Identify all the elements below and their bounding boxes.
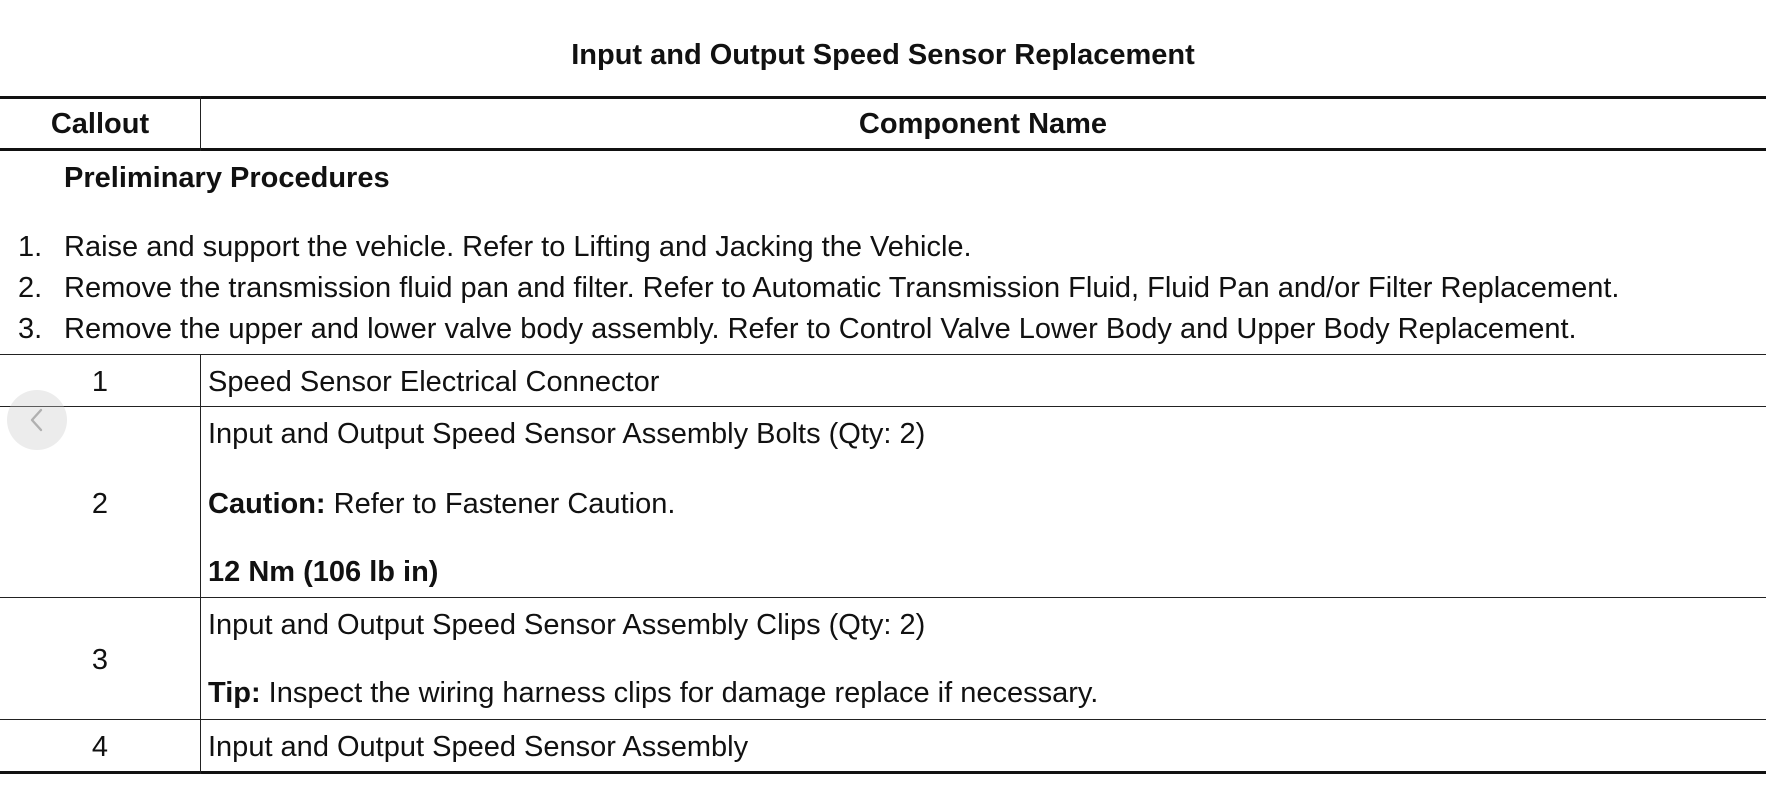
- callout-number: 4: [91, 731, 109, 763]
- callout-number: 1: [91, 366, 109, 398]
- header-bottom-rule: [0, 148, 1766, 151]
- component-name: Input and Output Speed Sensor Assembly: [208, 731, 749, 763]
- row-divider: [0, 719, 1766, 720]
- component-name: Input and Output Speed Sensor Assembly Clips (Qty: 2): [208, 609, 926, 641]
- preliminary-heading: Preliminary Procedures: [64, 162, 390, 194]
- step-number: 3.: [18, 313, 43, 345]
- table-bottom-rule: [0, 771, 1766, 774]
- row-divider: [0, 354, 1766, 355]
- previous-page-button[interactable]: [7, 390, 67, 450]
- caution-text: Refer to Fastener Caution.: [325, 488, 676, 520]
- tip-text: Inspect the wiring harness clips for damage replace if necessary.: [260, 677, 1099, 709]
- caution-label: Caution:: [208, 488, 326, 520]
- chevron-left-icon: [27, 406, 47, 434]
- row-divider: [0, 406, 1766, 407]
- page-title: Input and Output Speed Sensor Replacement: [571, 39, 1195, 71]
- step-text: Raise and support the vehicle. Refer to Lifting and Jacking the Vehicle.: [64, 231, 972, 263]
- torque-spec: 12 Nm (106 lb in): [208, 556, 439, 588]
- caution-note: [208, 487, 675, 521]
- column-divider: [200, 354, 201, 774]
- column-header-callout: Callout: [50, 108, 150, 140]
- step-text: Remove the upper and lower valve body assembly. Refer to Control Valve Lower Body and Upper Body Replacement.: [64, 313, 1577, 345]
- step-number: 1.: [18, 231, 43, 263]
- callout-number: 3: [91, 644, 109, 676]
- tip-label: Tip:: [208, 677, 261, 709]
- column-header-component: Component Name: [858, 108, 1108, 140]
- component-name: Input and Output Speed Sensor Assembly Bolts (Qty: 2): [208, 418, 926, 450]
- step-number: 2.: [18, 272, 43, 304]
- tip-note: [208, 676, 1098, 710]
- row-divider: [0, 597, 1766, 598]
- callout-number: 2: [91, 488, 109, 520]
- table-top-rule: [0, 96, 1766, 99]
- step-text: Remove the transmission fluid pan and filter. Refer to Automatic Transmission Fluid, Fluid Pan and/or Filter Replacement.: [64, 272, 1620, 304]
- component-name: Speed Sensor Electrical Connector: [208, 366, 660, 398]
